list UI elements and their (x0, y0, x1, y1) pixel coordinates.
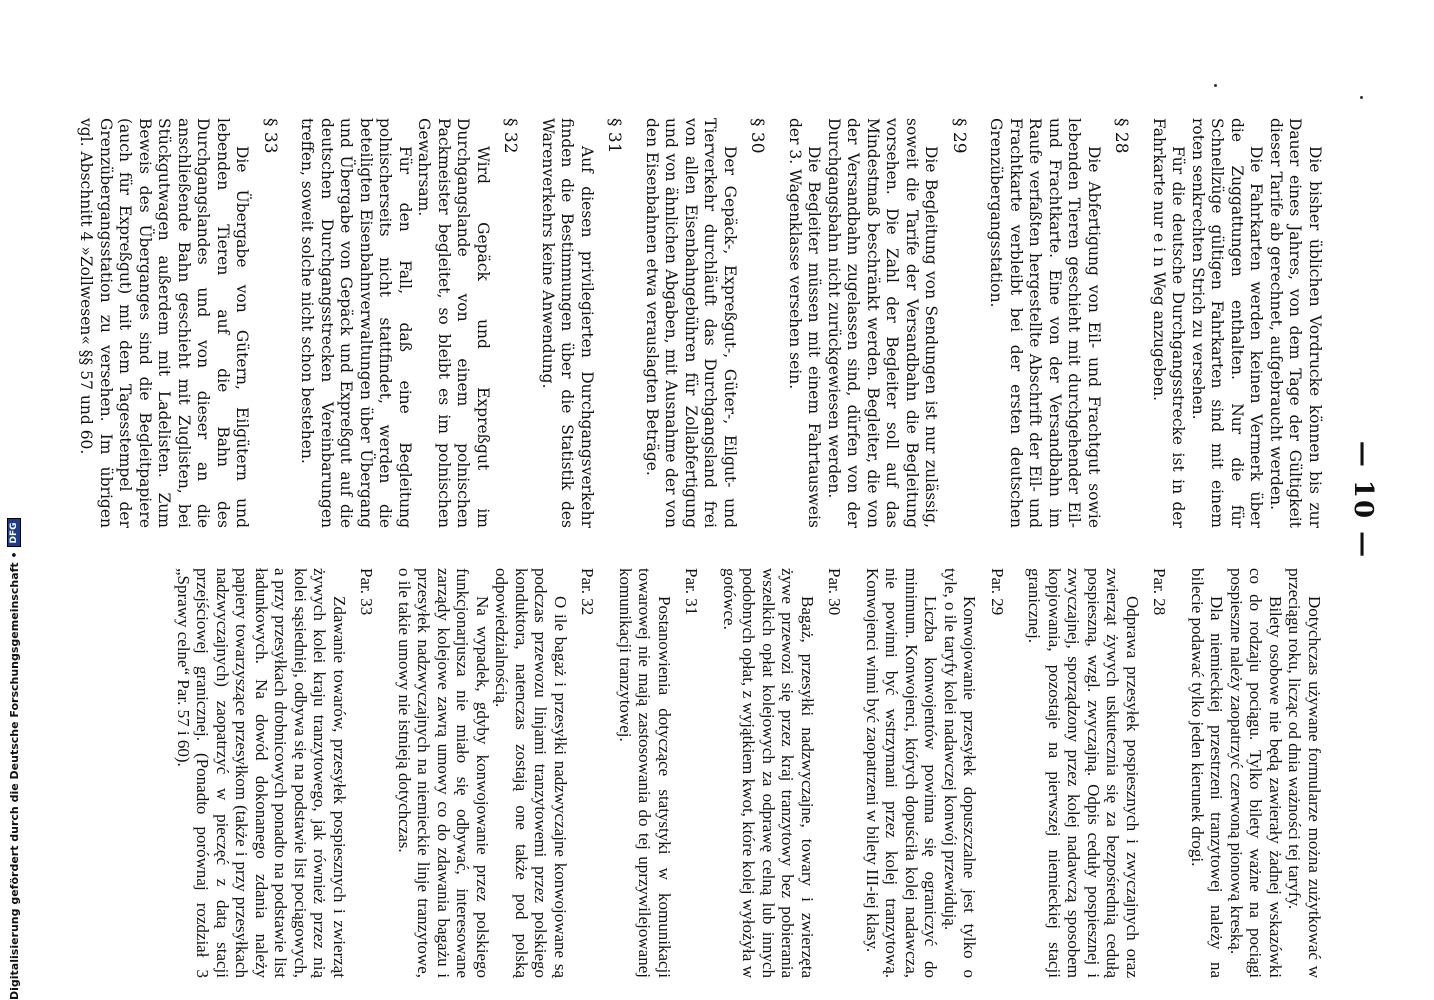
german-intro-paragraph: Für die deutsche Durchgangsstrecke ist in der Fahrkarte nur e i n Weg anzugeben. (1150, 118, 1188, 528)
german-section-33 (76, 118, 279, 528)
german-intro-paragraph: Die Fahrkarten werden keinen Vermerk über die Zuggattungen enthalten. Nur die für Schnellzüge gültigen Fahrkarten sind mit einem roten senkrechten Strich zu versehen. (1189, 118, 1266, 528)
section-paragraph: Für den Fall, daß eine Begleitung polnischerseits nicht stattfindet, werden die beteiligten Eisenbahnverwaltungen über Übergang und Übergabe von Gepäck und Expreßgut auf die deutschen Durchgangsstrecken Vereinbarungen treffen, soweit solche nicht schon bestehen. (298, 118, 414, 528)
digitization-credit (4, 0, 24, 1000)
section-title: Par. 30 (825, 568, 845, 616)
scan-speck (1214, 84, 1217, 87)
section-title: Par. 33 (357, 568, 377, 616)
page-number: — 10 — (1348, 440, 1378, 560)
section-paragraph: Die Begleiter müssen mit einem Fahrtausweis der 3. Wagenklasse versehen sein. (786, 118, 824, 528)
section-title: § 31 (604, 118, 625, 154)
polish-section-30 (720, 568, 845, 978)
section-paragraph: Odprawa przesyłek pospiesznych i zwyczajnych oraz zwierząt żywych uskutecznia się za bezpośrednią cedułą pospieszną, wzgl. zwyczajną. Odpis ceduły pospiesznej i zwyczajnej, sporządzony przez kolej nadawczą sposobem kopjowania, pozostaje na pierwszej niemieckiej stacji granicznej. (1025, 568, 1142, 978)
section-title: Par. 32 (578, 568, 598, 616)
section-paragraph: Die Begleitung von Sendungen ist nur zulässig, soweit die Tarife der Versandbahn die Begleitung vorsehen. Die Zahl der Begleiter soll auf das Mindestmaß beschränkt werden. Begleiter, die von der Versandbahn zugelassen sind, dürfen von der Durchgangsbahn nicht zurückgewiesen werden. (825, 118, 941, 528)
german-section-29 (785, 118, 969, 528)
german-section-32 (297, 118, 520, 528)
polish-section-33 (174, 568, 377, 978)
scan-speck (1360, 96, 1363, 99)
section-title: Par. 28 (1150, 568, 1170, 616)
dfg-logo-icon: DFG (7, 518, 21, 547)
section-paragraph: Liczba konwojentów powinna się ograniczyć do minimum. Konwojenci, których dopuściła kolej nadawcza, nie powinni być wstrzymani przez kolej tranzytową. Konwojenci winni być zaopatrzeni w bilety III-iej klasy. (863, 568, 941, 978)
polish-intro-paragraph: Bilety osobowe nie będą zawierały żadnej wskazówki co do rodzaju pociągu. Tylko bilety ważne na pociągi pospieszne należy zaopatrzyć czerwoną pionową kreską. (1227, 568, 1285, 978)
section-paragraph: Die Übergabe von Gütern, Eilgütern und lebenden Tieren auf die Bahn des Durchgangslandes und von dieser an die anschließende Bahn geschieht mit Zuglisten, bei Stückgutwagen außerdem mit Ladelisten. Zum Beweis des Überganges sind die Begleitpapiere (auch für Expreßgut) mit dem Tagesstempel der Grenzübergangsstation zu versehen. Im übrigen vgl. Abschnitt 4 »Zollwesen« §§ 57 und 60. (77, 118, 252, 528)
german-section-28 (986, 118, 1131, 528)
german-section-30 (642, 118, 767, 528)
german-column (74, 118, 1324, 528)
polish-column (172, 568, 1325, 978)
german-section-31 (538, 118, 624, 528)
section-paragraph: Bagaż, przesyłki nadzwyczajne, towary i zwierzęta żywe przewozi się przez kraj tranzytowy bez pobierania wszelkich opłat kolejowych za odprawę celną lub innych podobnych opłat, z wyjątkiem kwot, które kolej wyłożyła w gotówce. (720, 568, 817, 978)
section-paragraph: Zdawanie towarów, przesyłek pospiesznych i zwierząt żywych kolei kraju tranzytowego, jak również przez nią kolei sąsiedniej, odbywa się na podstawie list pociągowych, a przy przesyłkach drobnicowych ponadto na podstawie list ładunkowych. Na dowód dokonanego zdania należy papiery towarzyszące przesyłkom (także i przy przesyłkach nadzwyczajnych) zaopatrzyć w pieczęć z datą stacji przejściowej granicznej. (Ponadto porównaj rozdział 3 „Sprawy celne“ Par. 57 i 60). (174, 568, 349, 978)
section-title: Par. 29 (988, 568, 1007, 616)
section-title: § 29 (949, 118, 969, 154)
polish-section-28 (1025, 568, 1170, 978)
section-title: Par. 31 (682, 568, 702, 616)
polish-intro-paragraph: Dotychczas używane formularze można zużytkować w przeciągu roku, licząc od dnia ważności tej taryfy. (1285, 568, 1324, 978)
section-title: § 28 (1111, 118, 1132, 154)
polish-section-32 (395, 568, 598, 978)
polish-intro-paragraph: Dla niemieckiej przestrzeni tranzytowej należy na bilecie podawać tylko jeden kierunek drogi. (1188, 568, 1227, 978)
polish-section-31 (616, 568, 702, 978)
section-paragraph: Die Abfertigung von Eil- und Frachtgut sowie lebenden Tieren geschieht mit durchgehender Eil- und Frachtkarte. Eine von der Versandbahn im Raufe verfaßten hergestellte Abschrift der Eil- und Frachtkarte verbleibt bei der ersten deutschen Grenzübergangsstation. (987, 118, 1103, 528)
section-title: § 32 (500, 118, 521, 154)
section-paragraph: Na wypadek, gdyby konwojowanie przez polskiego funkcjonarjusza nie miało się odbywać, interesowane zarządy kolejowe zawrą umowy co do zdawania bagażu i przesyłek nadzwyczajnych na niemieckie linje tranzytowe, o ile takie umowy nie istnieją dotychczas. (395, 568, 492, 978)
section-title: § 30 (747, 118, 768, 154)
section-paragraph: Postanowienia dotyczące statystyki w komunikacji towarowej nie mają zastosowania do tej uprzywilejowanej komunikacji tranzytowej. (616, 568, 674, 978)
section-title: § 33 (260, 118, 280, 154)
section-paragraph: Auf diesen privilegierten Durchgangsverkehr finden die Bestimmungen über die Statistik des Warenverkehrs keine Anwendung. (539, 118, 596, 528)
section-paragraph: Wird Gepäck und Expreßgut im Durchgangslande von einem polnischen Packmeister begleitet, so bleibt es im polnischen Gewahrsam. (415, 118, 492, 528)
polish-section-29 (863, 568, 1008, 978)
section-paragraph: Konwojowanie przesyłek dopuszczalne jest tylko o tyle, o ile taryfy kolei nadawczej konwój przewidują. (941, 568, 980, 978)
section-paragraph: O ile bagaż i przesyłki nadzwyczajne konwojowane są podczas przewozu linjami tranzytowemi przez polskiego konduktora, natenczas zostają one także pod polską odpowiedzialnością. (492, 568, 570, 978)
german-intro-paragraph: Die bisher üblichen Vordrucke können bis zur Dauer eines Jahres, von dem Tage der Gültigkeit dieser Tarife ab gerechnet, aufgebraucht werden. (1267, 118, 1324, 528)
credit-text: Digitalisierung gefördert durch die Deutsche Forschungsgemeinschaft • (7, 551, 21, 1000)
section-paragraph: Der Gepäck-, Expreßgut-, Güter-, Eilgut- und Tierverkehr durchläuft das Durchgangsland frei von allen Eisenbahngebühren für Zollabfertigung und von ähnlichen Abgaben, mit Ausnahme der von den Eisenbahnen etwa verauslagten Beträge. (643, 118, 739, 528)
